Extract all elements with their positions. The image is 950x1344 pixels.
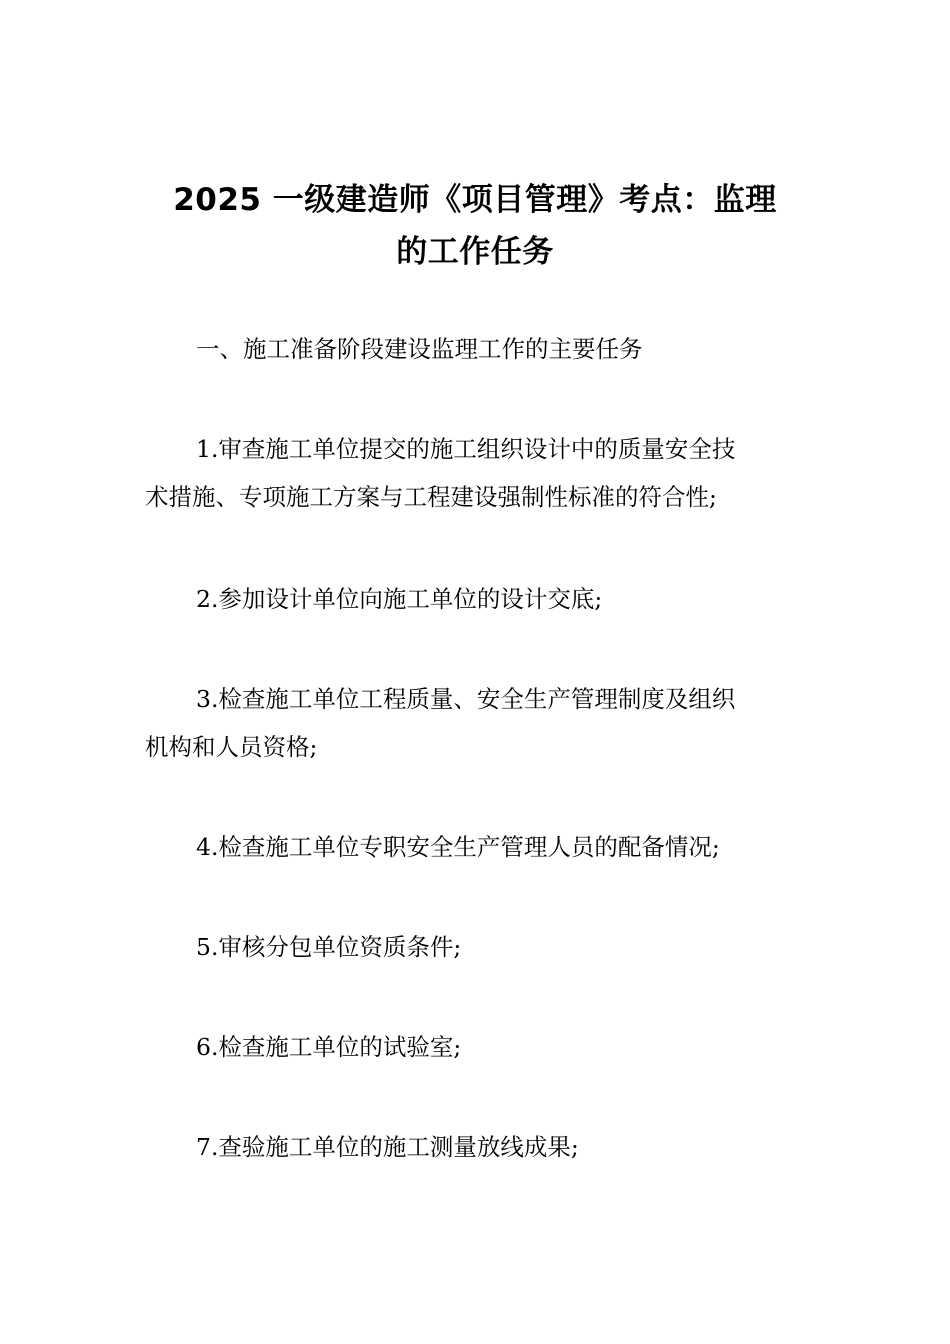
item-4: 4.检查施工单位专职安全生产管理人员的配备情况; [196,833,720,861]
document-title-line-2: 的工作任务 [396,234,554,270]
item-3-line-1: 3.检查施工单位工程质量、安全生产管理制度及组织 [196,685,736,713]
item-1-line-2: 术措施、专项施工方案与工程建设强制性标准的符合性; [145,483,717,511]
document-title-line-1: 2025 一级建造师《项目管理》考点：监理 [173,182,777,218]
item-1-line-1: 1.审查施工单位提交的施工组织设计中的质量安全技 [196,435,736,463]
section-heading: 一、施工准备阶段建设监理工作的主要任务 [196,335,643,363]
item-2: 2.参加设计单位向施工单位的设计交底; [196,585,603,613]
item-7: 7.查验施工单位的施工测量放线成果; [196,1133,579,1161]
item-6: 6.检查施工单位的试验室; [196,1033,462,1061]
item-3-line-2: 机构和人员资格; [145,733,318,761]
item-5: 5.审核分包单位资质条件; [196,933,462,961]
